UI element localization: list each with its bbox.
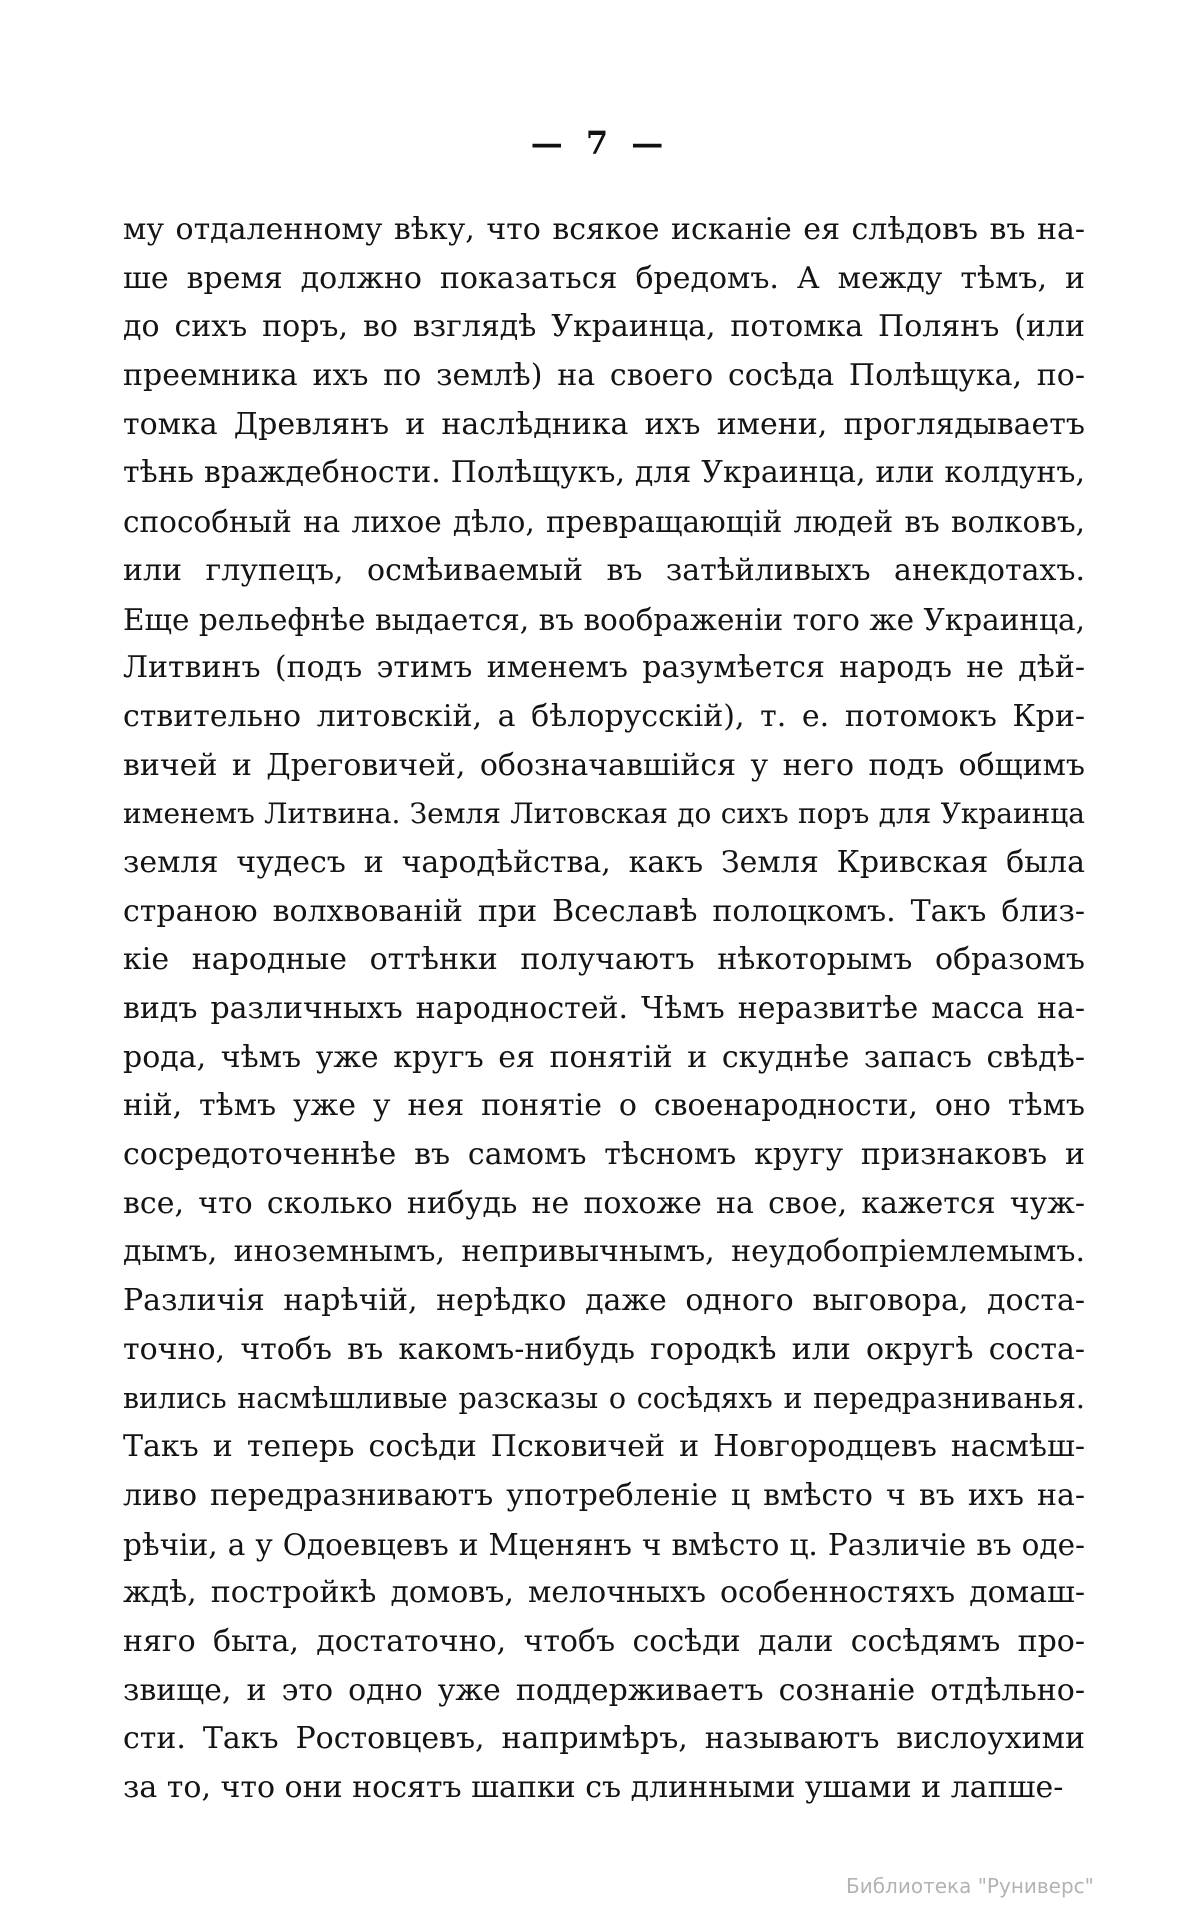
text-line: вичей и Дреговичей, обозначавшійся у него подъ общимъ	[123, 747, 1085, 783]
text-line: Еще рельефнѣе выдается, въ воображеніи того же Украинца,	[123, 602, 1085, 637]
text-line: му отдаленному вѣку, что всякое исканіе ея слѣдовъ въ на-	[123, 212, 1085, 247]
text-line: страною волхвованій при Всеславѣ полоцкомъ. Такъ близ-	[123, 893, 1085, 929]
text-line: Литвинъ (подъ этимъ именемъ разумѣется народъ не дѣй-	[123, 650, 1085, 686]
text-line: преемника ихъ по землѣ) на своего сосѣда Полѣщука, по-	[123, 358, 1085, 394]
text-line: сти. Такъ Ростовцевъ, напримѣръ, называютъ вислоухими	[123, 1721, 1085, 1757]
page-text	[123, 206, 1085, 1813]
text-line: до сихъ поръ, во взглядѣ Украинца, потомка Полянъ (или	[123, 309, 1085, 345]
text-line: тѣнь враждебности. Полѣщукъ, для Украинца, или колдунъ,	[123, 455, 1085, 491]
text-line: ждѣ, постройкѣ домовъ, мелочныхъ особенностяхъ домаш-	[123, 1575, 1085, 1611]
text-line: ній, тѣмъ уже у нея понятіе о своенародности, оно тѣмъ	[123, 1088, 1085, 1124]
text-line: звище, и это одно уже поддерживаетъ сознаніе отдѣльно-	[123, 1672, 1085, 1708]
text-line: именемъ Литвина. Земля Литовская до сихъ поръ для Украинца	[123, 797, 1085, 831]
text-line: Различія нарѣчій, нерѣдко даже одного выговора, доста-	[123, 1283, 1085, 1319]
text-line: все, что сколько нибудь не похоже на свое, кажется чуж-	[123, 1185, 1085, 1221]
text-line: кіе народные оттѣнки получаютъ нѣкоторымъ образомъ	[123, 942, 1085, 978]
text-line: точно, чтобъ въ какомъ-нибудь городкѣ или округѣ соста-	[123, 1331, 1085, 1367]
text-line: томка Древлянъ и наслѣдника ихъ имени, проглядываетъ	[123, 406, 1085, 442]
text-line: способный на лихое дѣло, превращающій людей въ волковъ,	[123, 505, 1085, 540]
text-line: рѣчіи, а у Одоевцевъ и Мценянъ ч вмѣсто ц. Различіе въ оде-	[123, 1527, 1085, 1562]
text-line: сосредоточеннѣе въ самомъ тѣсномъ кругу признаковъ и	[123, 1137, 1085, 1173]
text-line: земля чудесъ и чародѣйства, какъ Земля Кривская была	[123, 844, 1085, 880]
text-line: Такъ и теперь сосѣди Псковичей и Новгородцевъ насмѣш-	[123, 1429, 1085, 1465]
page-number: — 7 —	[530, 124, 670, 162]
text-line: вились насмѣшливые разсказы о сосѣдяхъ и передразниванья.	[123, 1381, 1085, 1415]
text-line: ливо передразниваютъ употребленіе ц вмѣсто ч въ ихъ на-	[123, 1477, 1085, 1513]
text-line: няго быта, достаточно, чтобъ сосѣди дали сосѣдямъ про-	[123, 1623, 1085, 1659]
text-line: видъ различныхъ народностей. Чѣмъ неразвитѣе масса на-	[123, 991, 1085, 1026]
text-line: ствительно литовскій, а бѣлорусскій), т. е. потомокъ Кри-	[123, 698, 1085, 734]
text-line: рода, чѣмъ уже кругъ ея понятій и скуднѣе запасъ свѣдѣ-	[123, 1039, 1085, 1075]
text-line: дымъ, иноземнымъ, непривычнымъ, неудобопріемлемымъ.	[123, 1234, 1085, 1270]
library-watermark: Библиотека "Руниверс"	[846, 1874, 1094, 1898]
text-line: ше время должно показаться бредомъ. А между тѣмъ, и	[123, 260, 1085, 296]
text-line: за то, что они носятъ шапки съ длинными ушами и лапше-	[123, 1770, 1064, 1805]
text-line: или глупецъ, осмѣиваемый въ затѣйливыхъ анекдотахъ.	[123, 552, 1085, 588]
